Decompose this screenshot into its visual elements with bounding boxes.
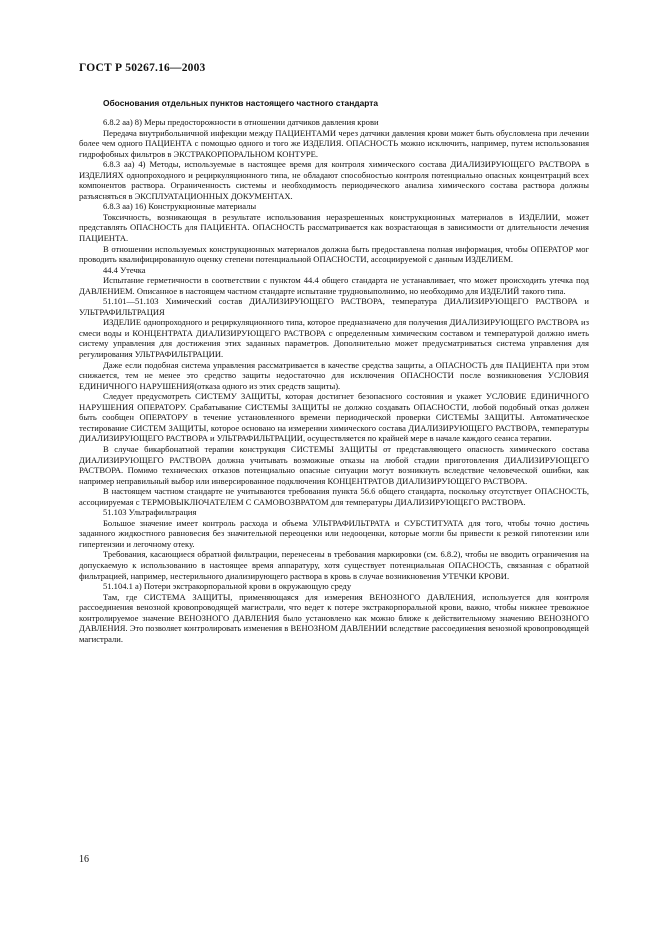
paragraph: В настоящем частном стандарте не учитываются требования пункта 56.6 общего стандарта, поскольку отсутствует ОПАСНОСТЬ, ассоциируемая с ТЕРМОВЫКЛЮЧАТЕЛЕМ С САМОВОЗВРАТОМ для температуры ДИАЛИЗИРУЮЩЕГО РАСТВОРА. <box>79 486 589 507</box>
paragraph: Передача внутрибольничной инфекции между ПАЦИЕНТАМИ через датчики давления крови может быть обусловлена при лечении более чем одного ПАЦИЕНТА с помощью одного и того же ИЗДЕЛИЯ. ОПАСНОСТЬ можно исключить, например, путем использования гидрофобных фильтров в ЭКСТРАКОРПОРАЛЬНОМ КОНТУРЕ. <box>79 127 589 159</box>
paragraph: Токсичность, возникающая в результате использования неразрешенных конструкционных материалов в ИЗДЕЛИИ, может представлять ОПАСНОСТЬ для ПАЦИЕНТА. ОПАСНОСТЬ рассматривается как возрастающая в зависимости от длительности лечения ПАЦИЕНТА. <box>79 211 589 244</box>
paragraph: 6.8.3 аа) 4) Методы, используемые в настоящее время для контроля химического состава ДИАЛИЗИРУЮЩЕГО РАСТВОРА в ИЗДЕЛИЯХ однопроходного и рециркуляционного типа, не обладают способностью контроля потенциально опасных концентраций всех компонентов раствора. Ограниченность системы и необходимость периодического анализа химического состава раствора должны разъясняться в ЭКСПЛУАТАЦИОННЫХ ДОКУМЕНТАХ. <box>79 159 589 201</box>
section-title: Обоснования отдельных пунктов настоящего частного стандарта <box>103 98 379 108</box>
paragraph: 51.104.1 а) Потери экстракорпоральной крови в окружающую среду <box>103 581 352 592</box>
paragraph: 6.8.3 аа) 16) Конструкционные материалы <box>103 201 257 212</box>
paragraph: Там, где СИСТЕМА ЗАЩИТЫ, применяющаяся для измерения ВЕНОЗНОГО ДАВЛЕНИЯ, используется для контроля рассоединения венозной кровопроводящей магистрали, что ведет к потере экстракорпоральной крови, важно, чтобы нижнее тревожное контролируемое значение ВЕНОЗНОГО ДАВЛЕНИЯ было установлено как можно ближе к действительному значению ВЕНОЗНОГО ДАВЛЕНИЯ. Это позволяет контролировать изменения в ВЕНОЗНОМ ДАВЛЕНИИ вследствие рассоединения венозной кровопроводящей магистрали. <box>79 591 589 644</box>
paragraph: 6.8.2 аа) 8) Меры предосторожности в отношении датчиков давления крови <box>103 117 379 127</box>
paragraph: Следует предусмотреть СИСТЕМУ ЗАЩИТЫ, которая достигнет безопасного состояния и укажет УСЛОВИЕ ЕДИНИЧНОГО НАРУШЕНИЯ ОПЕРАТОРУ. Срабатывание СИСТЕМЫ ЗАЩИТЫ не должно создавать ОПАСНОСТИ, любой подобный отказ должен быть сообщен ОПЕРАТОРУ в течение установленного времени периодической проверки СИСТЕМЫ ЗАЩИТЫ. Автоматическое тестирование СИСТЕМ ЗАЩИТЫ, которое основано на измерении химического состава ДИАЛИЗИРУЮЩЕГО РАСТВОРА, температуры ДИАЛИЗИРУЮЩЕГО РАСТВОРА и УЛЬТРАФИЛЬТРАЦИИ, осуществляется по крайней мере в начале каждого сеанса терапии. <box>79 391 589 444</box>
paragraph: Требования, касающиеся обратной фильтрации, перенесены в требования маркировки (см. 6.8.2), чтобы не вводить ограничения на допускаемую к использованию в настоящее время аппаратуру, хотя существует потенциальная ОПАСНОСТЬ, связанная с обратной фильтрацией, например, нестерильного диализирующего раствора в кровь в случае возникновения УТЕЧКИ КРОВИ. <box>79 549 589 581</box>
paragraph: ИЗДЕЛИЕ однопроходного и рециркуляционного типа, которое предназначено для получения ДИАЛИЗИРУЮЩЕГО РАСТВОРА из смеси воды и КОНЦЕНТРАТА ДИАЛИЗИРУЮЩЕГО РАСТВОРА с определенным химическим составом и температурой должно иметь систему управления для достижения этих заданных параметров. Дополнительно может предусматриваться система управления для регулирования УЛЬТРАФИЛЬТРАЦИИ. <box>79 317 589 360</box>
paragraph: Испытание герметичности в соответствии с пунктом 44.4 общего стандарта не устанавливает, что может происходить утечка под ДАВЛЕНИЕМ. Описанное в настоящем частном стандарте испытание трудновыполнимо, но необходимо для ИЗДЕЛИЙ такого типа. <box>79 275 589 296</box>
page-number: 16 <box>79 854 89 865</box>
document-header: ГОСТ Р 50267.16—2003 <box>79 62 206 74</box>
paragraph: Большое значение имеет контроль расхода и объема УЛЬТРАФИЛЬТРАТА и СУБСТИТУАТА для того, чтобы точно достичь заданного жидкостного равновесия без значительной переоценки или недооценки, которые могли бы привести к резкой гипотензии или гипертензии и легочному отеку. <box>79 517 589 549</box>
paragraph: 44.4 Утечка <box>103 264 146 275</box>
paragraph: 51.101—51.103 Химический состав ДИАЛИЗИРУЮЩЕГО РАСТВОРА, температура ДИАЛИЗИРУЮЩЕГО РАСТВОРА и УЛЬТРАФИЛЬТРАЦИЯ <box>79 296 589 317</box>
paragraph: В случае бикарбонатной терапии конструкция СИСТЕМЫ ЗАЩИТЫ от представляющего опасность химического состава ДИАЛИЗИРУЮЩЕГО РАСТВОРА должна учитывать возможные отказы на любой стадии приготовления ДИАЛИЗИРУЮЩЕГО РАСТВОРА. Помимо технических отказов потенциально опасные ситуации могут возникнуть вследствие человеческой ошибки, как например неправильный выбор или инверсированное подключения КОНЦЕНТРАТОВ ДИАЛИЗИРУЮЩЕГО РАСТВОРА. <box>79 443 589 486</box>
paragraph: Даже если подобная система управления рассматривается в качестве средства защиты, а ОПАСНОСТЬ для ПАЦИЕНТА при этом снижается, тем не менее это средство защиты недостаточно для исключения ОПАСНОСТИ после возникновения УСЛОВИЯ ЕДИНИЧНОГО НАРУШЕНИЯ(отказа одного из этих средств защиты). <box>79 359 589 391</box>
paragraph: В отношении используемых конструкционных материалов должна быть предоставлена полная информация, чтобы ОПЕРАТОР мог проводить квалифицированную оценку степени потенциальной ОПАСНОСТИ, ассоциируемой с данным ИЗДЕЛИЕМ. <box>79 243 589 265</box>
paragraph: 51.103 Ультрафильтрация <box>103 507 197 518</box>
body-text <box>79 117 589 644</box>
